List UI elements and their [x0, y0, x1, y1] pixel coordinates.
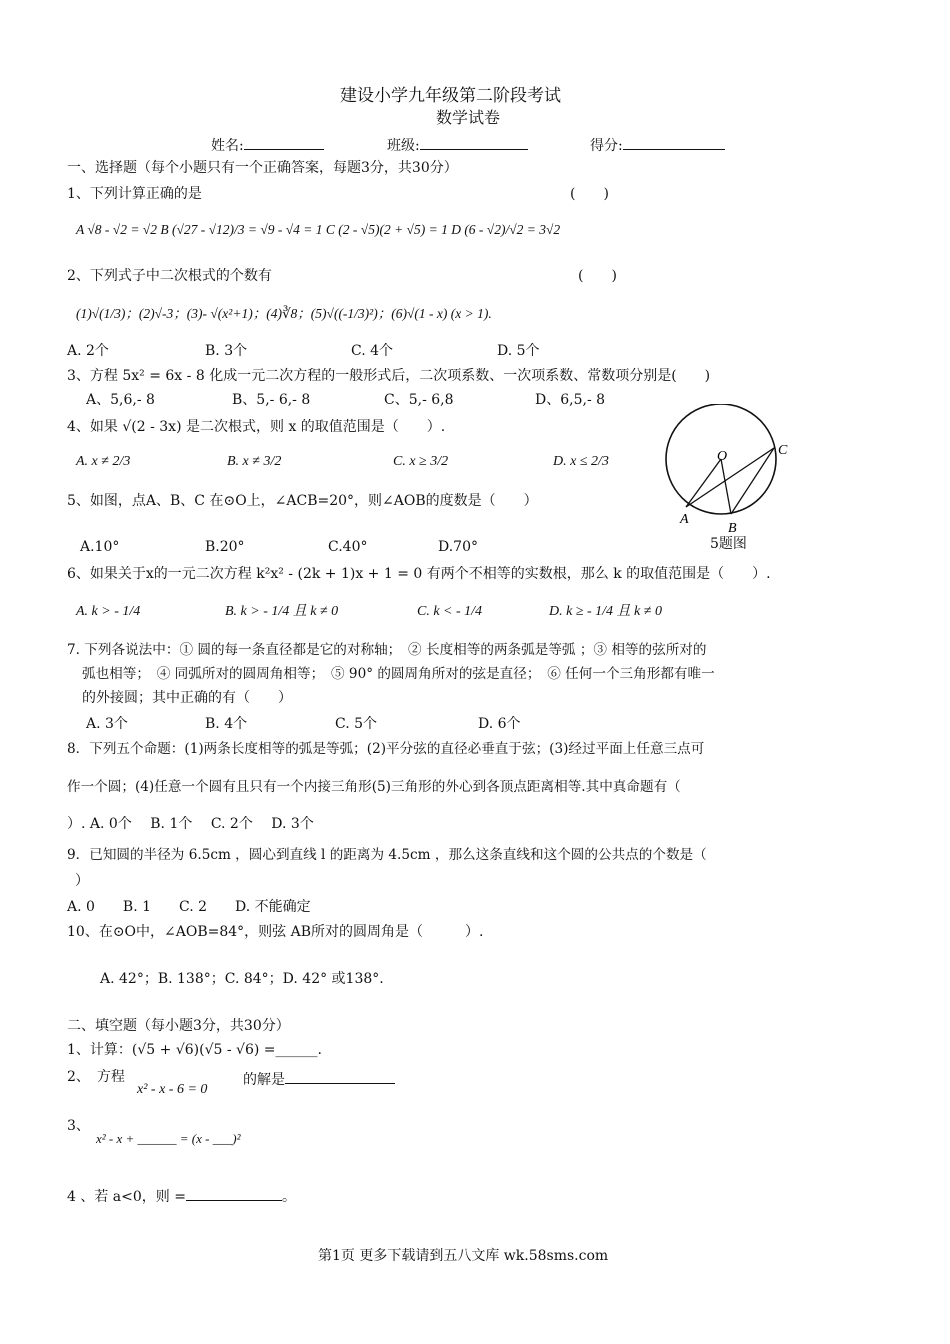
name-field[interactable]	[211, 135, 324, 155]
q3-option-c: C、5,- 6,8	[384, 392, 454, 408]
segment-ob	[721, 459, 731, 514]
q8-line2: 作一个圆；(4)任意一个圆有且只有一个内接三角形(5)三角形的外心到各顶点距离相等.其中真命题有（	[67, 779, 681, 795]
q2-option-a: A. 2个	[67, 343, 109, 359]
q2-option-d: D. 5个	[497, 343, 540, 359]
q4-option-b: B. x ≠ 3/2	[227, 454, 282, 469]
q4-option-d: D. x ≤ 2/3	[553, 454, 609, 469]
q6-option-d: D. k ≥ - 1/4 且 k ≠ 0	[549, 604, 662, 619]
score-blank[interactable]	[623, 135, 725, 150]
q8-line1: 8．下列五个命题：(1)两条长度相等的弧是等弧；(2)平分弦的直径必垂直于弦；(3)经过平面上任意三点可	[67, 741, 705, 757]
fill-q4-blank[interactable]	[186, 1186, 282, 1201]
q10-options: A. 42°；B. 138°；C. 84°；D. 42° 或138°.	[100, 971, 384, 987]
q7-line1: 7. 下列各说法中：① 圆的每一条直径都是它的对称轴； ② 长度相等的两条弧是等弧 ；③ 相等的弦所对的	[67, 642, 707, 658]
q6-option-b: B. k > - 1/4 且 k ≠ 0	[225, 604, 339, 619]
q6-option-c: C. k < - 1/4	[417, 604, 483, 619]
q7-option-a: A. 3个	[86, 716, 128, 732]
q5-figure-caption: 5题图	[710, 536, 747, 552]
q5-option-c: C.40°	[328, 539, 368, 555]
page-subtitle: 数学试卷	[436, 108, 501, 127]
q2-stem: 2、下列式子中二次根式的个数有	[67, 268, 272, 284]
segment-oa	[686, 459, 721, 507]
q9-line1: 9．已知圆的半径为 6.5cm ，圆心到直线 l 的距离为 4.5cm ，那么这条直线和这个圆的公共点的个数是（	[67, 847, 707, 863]
score-field[interactable]	[590, 135, 725, 155]
q5-option-d: D.70°	[438, 539, 478, 555]
class-label: 班级:	[387, 138, 420, 154]
fill-q2-prefix: 2、 方程	[67, 1069, 125, 1085]
q5-option-b: B.20°	[205, 539, 245, 555]
label-c: C	[778, 443, 788, 458]
score-label: 得分:	[590, 138, 623, 154]
q1-options: A √8 - √2 = √2 B (√27 - √12)/3 = √9 - √4 = 1 C (2 - √5)(2 + √5) = 1 D (6 - √2)/√2 = 3√2	[76, 222, 561, 237]
q3-option-d: D、6,5,- 8	[535, 392, 606, 408]
q7-option-b: B. 4个	[205, 716, 248, 732]
q5-circle-figure	[662, 404, 798, 552]
name-label: 姓名:	[211, 138, 244, 154]
q6-option-a: A. k > - 1/4	[76, 604, 141, 619]
fill-q4-stem: 4 、若 a<0，则 =	[67, 1189, 186, 1205]
q10-stem: 10、在⊙O中，∠AOB=84°，则弦 AB所对的圆周角是（ ）.	[67, 924, 484, 940]
q9-line2: ）	[75, 873, 89, 889]
page-footer: 第1页 更多下载请到五八文库 wk.58sms.com	[318, 1248, 609, 1264]
segment-ac	[686, 448, 774, 507]
fill-q3-expression: x² - x + ______ = (x - ___)²	[96, 1131, 241, 1146]
class-field[interactable]	[387, 135, 528, 155]
q7-line2: 弧也相等； ④ 同弧所对的圆周角相等； ⑤ 90° 的圆周角所对的弦是直径； ⑥ 任何一个三角形都有唯一	[82, 666, 715, 682]
fill-q3-prefix: 3、	[67, 1118, 90, 1134]
q8-line3: ）. A. 0个 B. 1个 C. 2个 D. 3个	[67, 816, 314, 832]
q5-stem: 5、如图，点A、B、C 在⊙O上，∠ACB=20°，则∠AOB的度数是（ ）	[67, 493, 538, 509]
class-blank[interactable]	[420, 135, 528, 150]
label-a: A	[680, 512, 689, 527]
q5-option-a: A.10°	[80, 539, 120, 555]
fill-q2-answer[interactable]	[243, 1069, 395, 1089]
q3-option-a: A、5,6,- 8	[86, 392, 155, 408]
q1-paren: ( )	[570, 186, 609, 202]
name-blank[interactable]	[244, 135, 324, 150]
q7-option-c: C. 5个	[335, 716, 378, 732]
fill-q2-suffix: 的解是	[243, 1072, 285, 1088]
q1-stem: 1、下列计算正确的是	[67, 186, 202, 202]
q3-option-b: B、5,- 6,- 8	[232, 392, 311, 408]
q4-option-a: A. x ≠ 2/3	[76, 454, 131, 469]
q4-option-c: C. x ≥ 3/2	[393, 454, 449, 469]
q4-stem: 4、如果 √(2 - 3x) 是二次根式，则 x 的取值范围是（ ）.	[67, 419, 446, 435]
q2-option-c: C. 4个	[351, 343, 394, 359]
page-title: 建设小学九年级第二阶段考试	[340, 86, 561, 106]
fill-q2-blank[interactable]	[285, 1069, 395, 1084]
fill-q2-equation: x² - x - 6 = 0	[137, 1082, 208, 1097]
q2-expressions: (1)√(1/3)；(2)√-3；(3)- √(x²+1)；(4)∛8；(5)√((-1/3)²)；(6)√(1 - x) (x > 1).	[76, 306, 492, 321]
fill-q4[interactable]: 4 、若 a<0，则 = 。	[67, 1186, 296, 1206]
label-o: O	[717, 449, 728, 464]
fill-q1: 1、计算：(√5 + √6)(√5 - √6) =______.	[67, 1042, 322, 1058]
q2-option-b: B. 3个	[205, 343, 248, 359]
section2-heading: 二、填空题（每小题3分，共30分）	[67, 1018, 290, 1034]
q6-stem: 6、如果关于x的一元二次方程 k²x² - (2k + 1)x + 1 = 0 有两个不相等的实数根，那么 k 的取值范围是（ ）.	[67, 566, 771, 582]
label-b: B	[728, 521, 737, 536]
q7-line3: 的外接圆；其中正确的有（ ）	[82, 690, 292, 706]
q2-paren: ( )	[578, 268, 617, 284]
section1-heading: 一、选择题（每个小题只有一个正确答案，每题3分，共30分）	[67, 160, 458, 176]
q3-stem: 3、方程 5x² = 6x - 8 化成一元二次方程的一般形式后，二次项系数、一次项系数、常数项分别是( )	[67, 368, 711, 384]
q7-option-d: D. 6个	[478, 716, 521, 732]
q9-options: A. 0 B. 1 C. 2 D. 不能确定	[67, 899, 311, 915]
